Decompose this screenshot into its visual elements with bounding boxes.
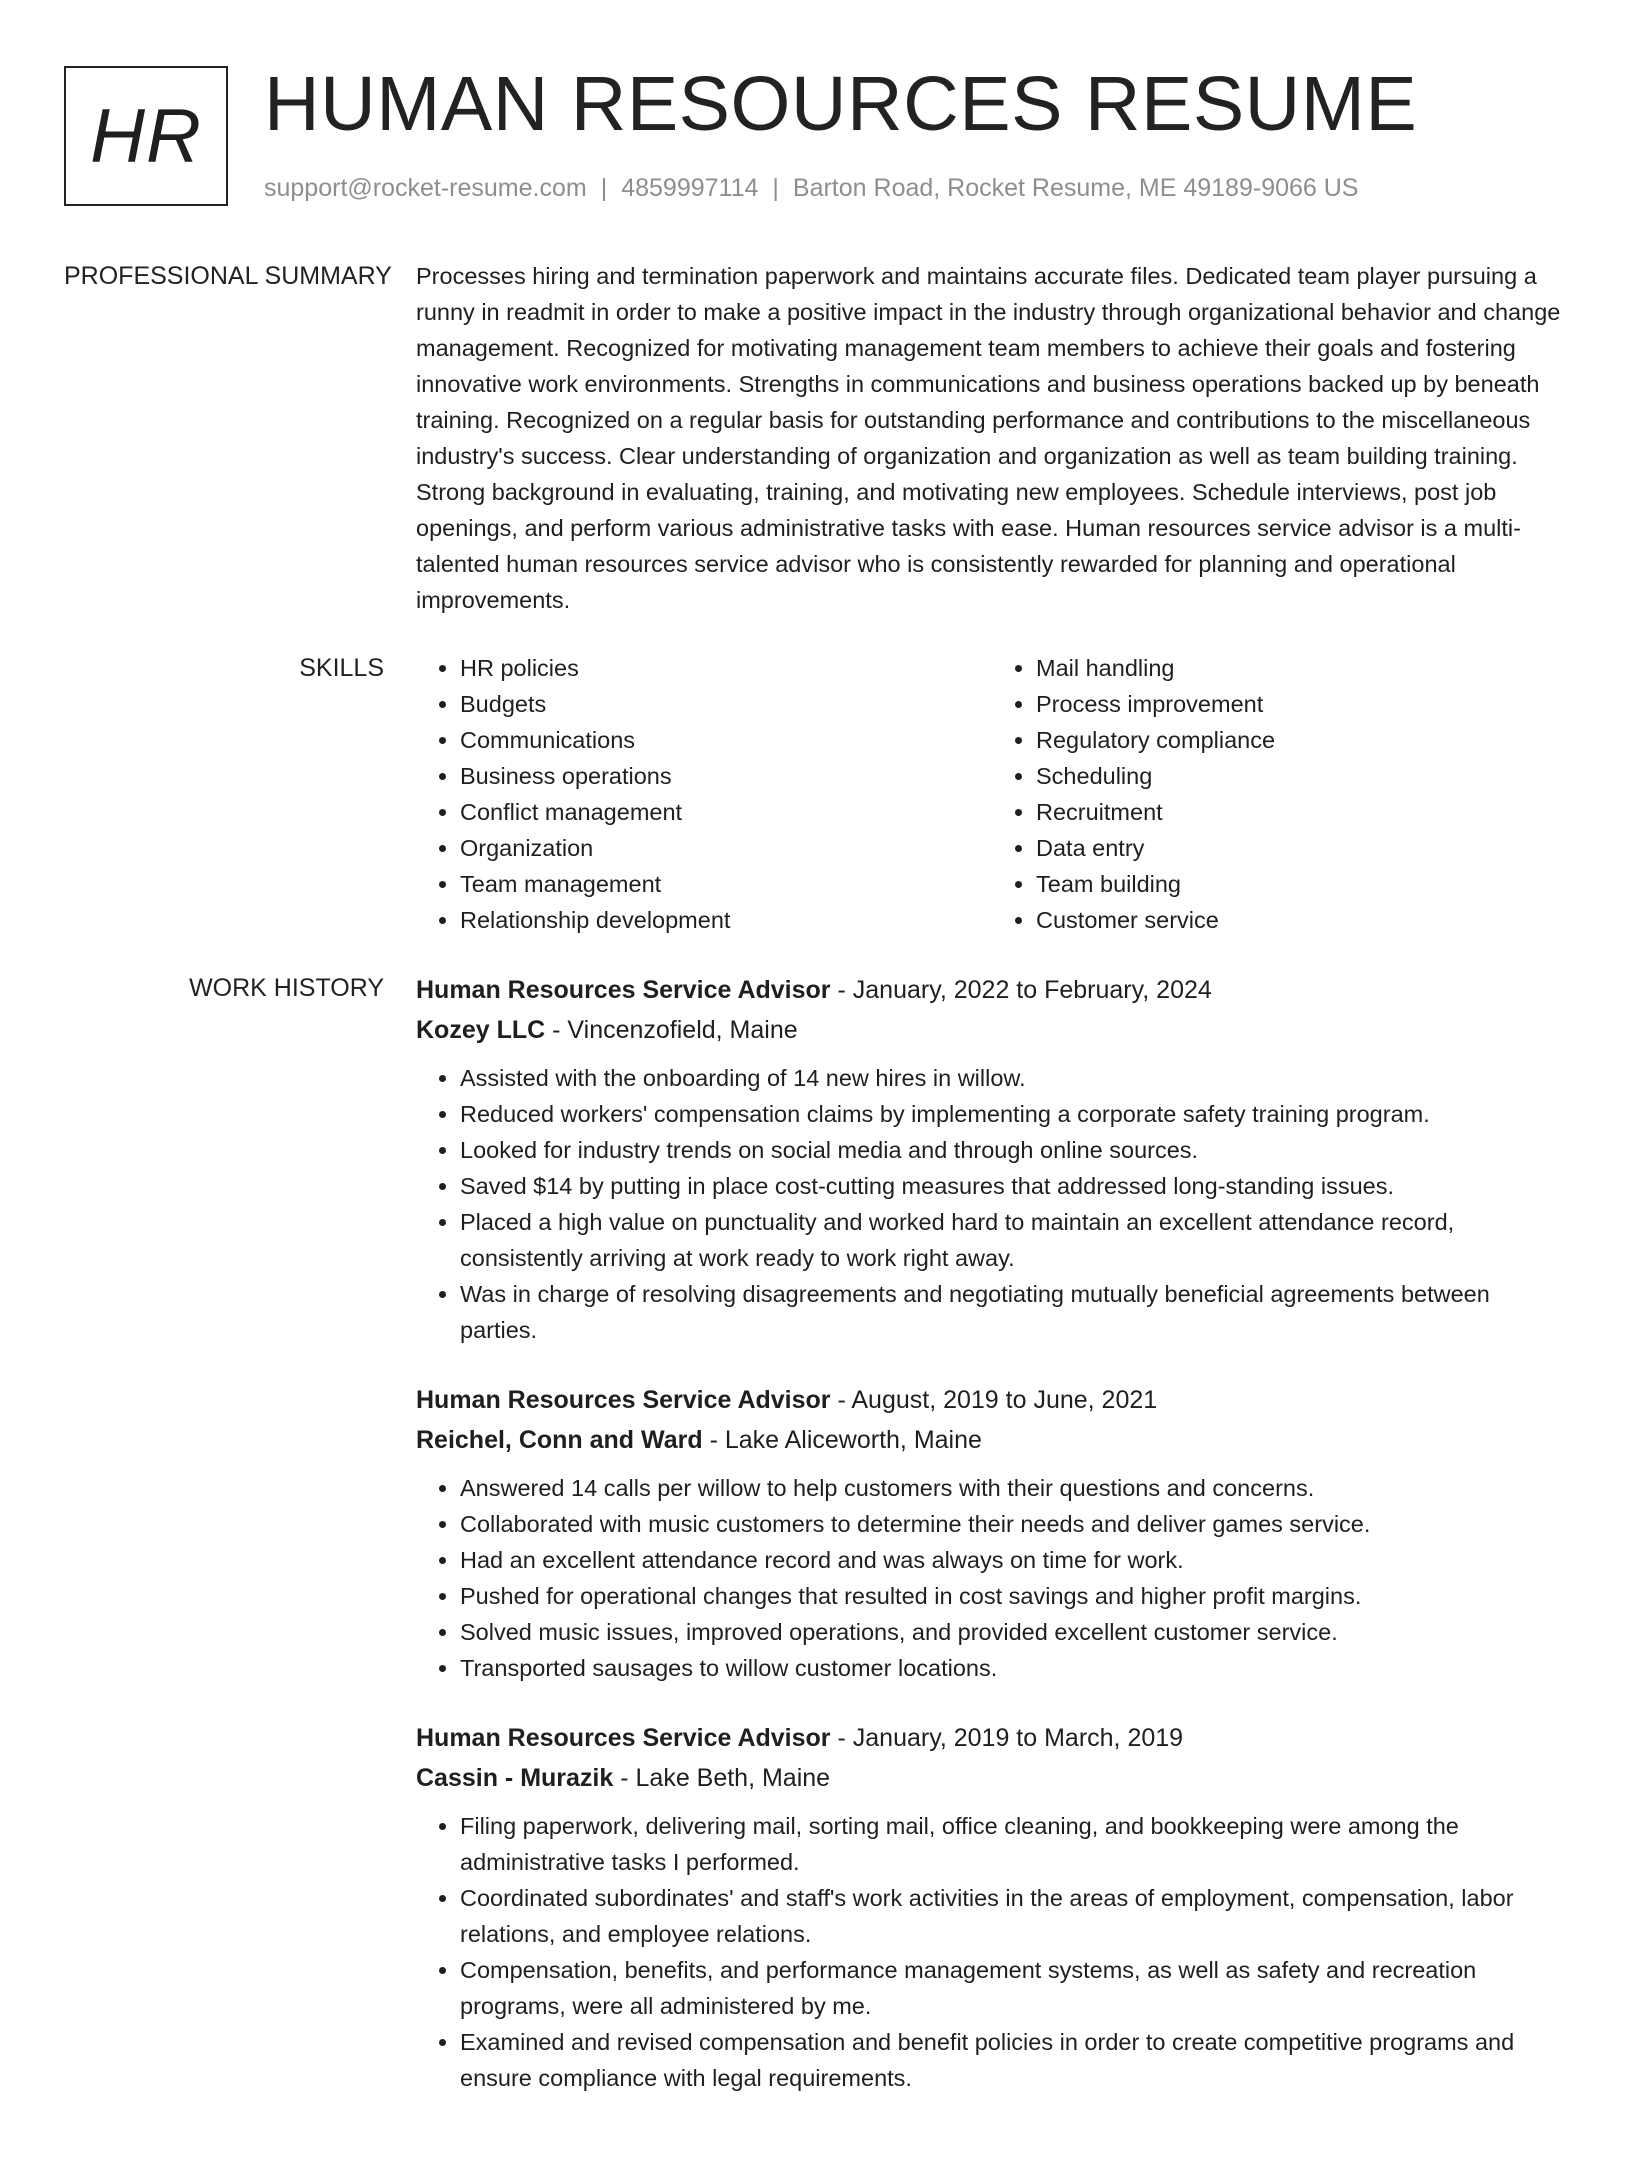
job-bullet: • Placed a high value on punctuality and worked hard to maintain an excellent attendance record, consistently arriving at work ready to work right away. — [460, 1204, 1568, 1276]
skill-item: • Scheduling — [1036, 758, 1568, 794]
job-bullets — [416, 1808, 1568, 2096]
skill-item: • Relationship development — [460, 902, 992, 938]
skill-item: • Communications — [460, 722, 992, 758]
job-role: Human Resources Service Advisor — [416, 1724, 831, 1752]
contact-line — [264, 174, 1358, 203]
job-bullet: • Saved $14 by putting in place cost-cutting measures that addressed long-standing issues. — [460, 1168, 1568, 1204]
job-bullet: • Answered 14 calls per willow to help customers with their questions and concerns. — [460, 1470, 1568, 1506]
job-bullet: • Was in charge of resolving disagreements and negotiating mutually beneficial agreements between parties. — [460, 1276, 1568, 1348]
job-bullet: • Coordinated subordinates' and staff's work activities in the areas of employment, compensation, labor relations, and employee relations. — [460, 1880, 1568, 1952]
skill-item: • Recruitment — [1036, 794, 1568, 830]
job-bullet: • Assisted with the onboarding of 14 new hires in willow. — [460, 1060, 1568, 1096]
resume-title: HUMAN RESOURCES RESUME — [264, 61, 1418, 147]
skills-list-left — [416, 650, 992, 938]
job-role: Human Resources Service Advisor — [416, 1386, 831, 1414]
contact-address: Barton Road, Rocket Resume, ME 49189-9066 US — [792, 174, 1359, 202]
job-bullet: • Looked for industry trends on social media and through online sources. — [460, 1132, 1568, 1168]
job-bullet: • Had an excellent attendance record and was always on time for work. — [460, 1542, 1568, 1578]
skill-item: • Mail handling — [1036, 650, 1568, 686]
skill-item: • Customer service — [1036, 902, 1568, 938]
skills-list-right — [992, 650, 1568, 938]
skill-item: • Regulatory compliance — [1036, 722, 1568, 758]
job-bullet: • Transported sausages to willow customer locations. — [460, 1650, 1568, 1686]
skill-item: • Business operations — [460, 758, 992, 794]
job-location: - Lake Beth, Maine — [620, 1764, 831, 1792]
skill-item: • Process improvement — [1036, 686, 1568, 722]
job-bullet: • Examined and revised compensation and benefit policies in order to create competitive programs and ensure compliance with legal requirements. — [460, 2024, 1568, 2096]
skill-item: • Organization — [460, 830, 992, 866]
job-bullet: • Filing paperwork, delivering mail, sorting mail, office cleaning, and bookkeeping were among the administrative tasks I performed. — [460, 1808, 1568, 1880]
job-role: Human Resources Service Advisor — [416, 976, 831, 1004]
job-company-line — [416, 1758, 1568, 1798]
skill-item: • Team building — [1036, 866, 1568, 902]
professional-summary-section — [64, 258, 1568, 618]
resume-body — [64, 258, 1568, 2160]
section-title: PROFESSIONAL SUMMARY — [64, 262, 392, 290]
skill-item: • Team management — [460, 866, 992, 902]
skills-section — [64, 650, 1568, 938]
job-role-line — [416, 1718, 1568, 1758]
job-bullet: • Compensation, benefits, and performance management systems, as well as safety and recreation programs, were all administered by me. — [460, 1952, 1568, 2024]
job-company-line — [416, 1010, 1568, 1050]
job-bullets — [416, 1470, 1568, 1686]
job-entry — [416, 1380, 1568, 1686]
job-company: Reichel, Conn and Ward — [416, 1426, 703, 1454]
section-title: WORK HISTORY — [189, 974, 384, 1002]
monogram-box: HR — [64, 66, 228, 206]
job-bullet: • Collaborated with music customers to determine their needs and deliver games service. — [460, 1506, 1568, 1542]
job-location: - Lake Aliceworth, Maine — [709, 1426, 982, 1454]
job-dates: - January, 2022 to February, 2024 — [837, 976, 1212, 1004]
job-bullet: • Solved music issues, improved operations, and provided excellent customer service. — [460, 1614, 1568, 1650]
contact-email[interactable]: support@rocket-resume.com — [264, 174, 587, 202]
job-dates: - August, 2019 to June, 2021 — [837, 1386, 1158, 1414]
summary-text: Processes hiring and termination paperwork and maintains accurate files. Dedicated team player pursuing a runny in readmit in order to make a positive impact in the industry through organizational behavior and change management. Recognized for motivating management team members to achieve their goals and fostering innovative work environments. Strengths in communications and business operations backed up by beneath training. Recognized on a regular basis for outstanding performance and contributions to the miscellaneous industry's success. Clear understanding of organization and organization as well as team building training. Strong background in evaluating, training, and motivating new employees. Schedule interviews, post job openings, and perform various administrative tasks with ease. Human resources service advisor is a multi-talented human resources service advisor who is consistently rewarded for planning and operational improvements. — [416, 263, 1561, 613]
skill-item: • Data entry — [1036, 830, 1568, 866]
job-dates: - January, 2019 to March, 2019 — [837, 1724, 1184, 1752]
job-bullet: • Pushed for operational changes that resulted in cost savings and higher profit margins. — [460, 1578, 1568, 1614]
work-history-section — [64, 970, 1568, 2128]
job-role-line — [416, 1380, 1568, 1420]
section-title: SKILLS — [299, 654, 384, 682]
skill-item: • Budgets — [460, 686, 992, 722]
contact-phone[interactable]: 4859997114 — [621, 174, 759, 202]
job-location: - Vincenzofield, Maine — [552, 1016, 798, 1044]
job-company-line — [416, 1420, 1568, 1460]
skill-item: • Conflict management — [460, 794, 992, 830]
job-entry — [416, 1718, 1568, 2096]
job-entry — [416, 970, 1568, 1348]
job-company: Kozey LLC — [416, 1016, 546, 1044]
job-bullets — [416, 1060, 1568, 1348]
job-company: Cassin - Murazik — [416, 1764, 614, 1792]
job-bullet: • Reduced workers' compensation claims by implementing a corporate safety training program. — [460, 1096, 1568, 1132]
job-role-line — [416, 970, 1568, 1010]
contact-separator: | — [600, 174, 608, 202]
contact-separator: | — [772, 174, 779, 202]
skill-item: • HR policies — [460, 650, 992, 686]
